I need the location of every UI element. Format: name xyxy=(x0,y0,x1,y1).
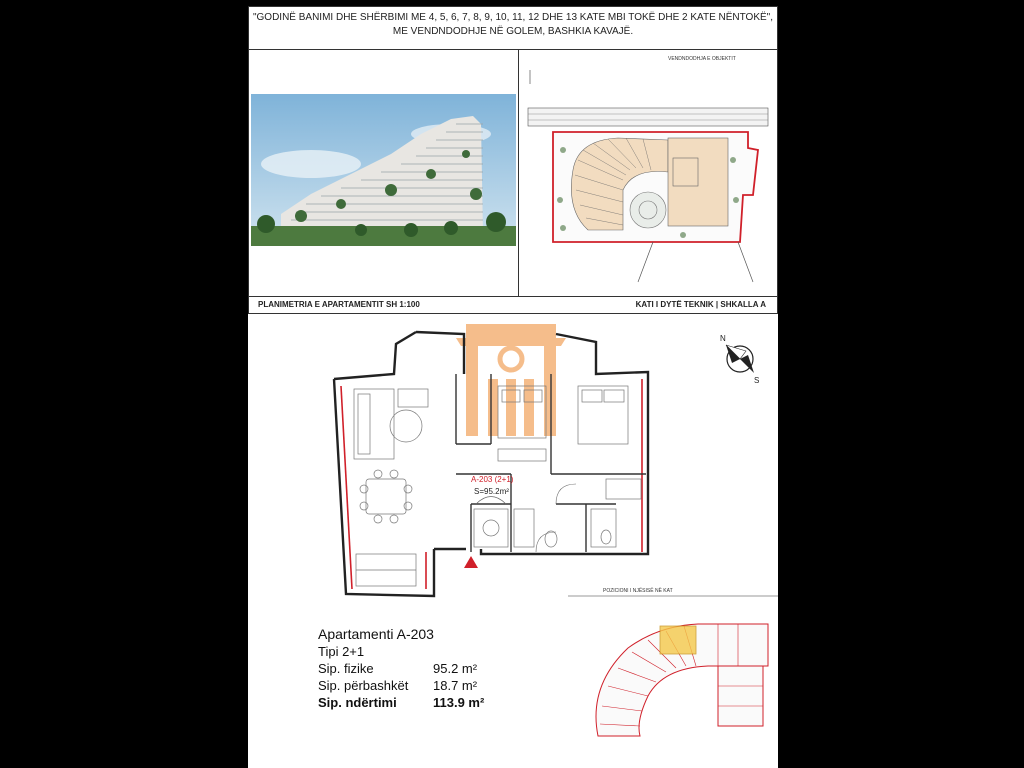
unit-area-label: S=95.2m² xyxy=(474,487,509,496)
document-sheet xyxy=(248,6,778,768)
area-value-common: 18.7 m² xyxy=(433,678,478,693)
area-label-common: Sip. përbashkët xyxy=(318,678,409,693)
compass-s: S xyxy=(754,376,760,385)
area-label-construction: Sip. ndërtimi xyxy=(318,695,397,710)
area-value-construction: 113.9 m² xyxy=(433,695,485,710)
title-line-1: "GODINË BANIMI DHE SHËRBIMI ME 4, 5, 6, 7, 8, 9, 10, 11, 12 DHE 13 KATE MBI TOKË DHE 2 KATE NËNTOKË", xyxy=(252,12,774,23)
site-label: VENDNDODHJA E OBJEKTIT xyxy=(668,56,736,62)
area-label-physical: Sip. fizike xyxy=(318,661,374,676)
section-bar xyxy=(248,296,778,314)
floor-position-plan xyxy=(568,586,778,768)
building-render xyxy=(251,94,516,246)
plan-scale-label: PLANIMETRIA E APARTAMENTIT SH 1:100 xyxy=(258,300,420,309)
title-line-2: ME VENDNDODHJE NË GOLEM, BASHKIA KAVAJË. xyxy=(392,26,634,37)
floor-label: KATI I DYTË TEKNIK | SHKALLA A xyxy=(635,300,766,309)
apartment-type: Tipi 2+1 xyxy=(318,644,365,659)
watermark-logo xyxy=(456,324,566,436)
highlighted-unit xyxy=(660,626,696,654)
project-title xyxy=(248,6,778,50)
unit-code-label: A-203 (2+1) xyxy=(471,475,514,484)
area-value-physical: 95.2 m² xyxy=(433,661,478,676)
floorkey-label: POZICIONI I NJËSISË NË KAT xyxy=(603,588,673,594)
apartment-name: Apartamenti A-203 xyxy=(318,626,434,642)
site-plan-drawing xyxy=(518,50,778,296)
apartment-floor-plan xyxy=(316,324,706,614)
compass-n: N xyxy=(720,334,726,343)
north-arrow-icon xyxy=(718,331,763,386)
